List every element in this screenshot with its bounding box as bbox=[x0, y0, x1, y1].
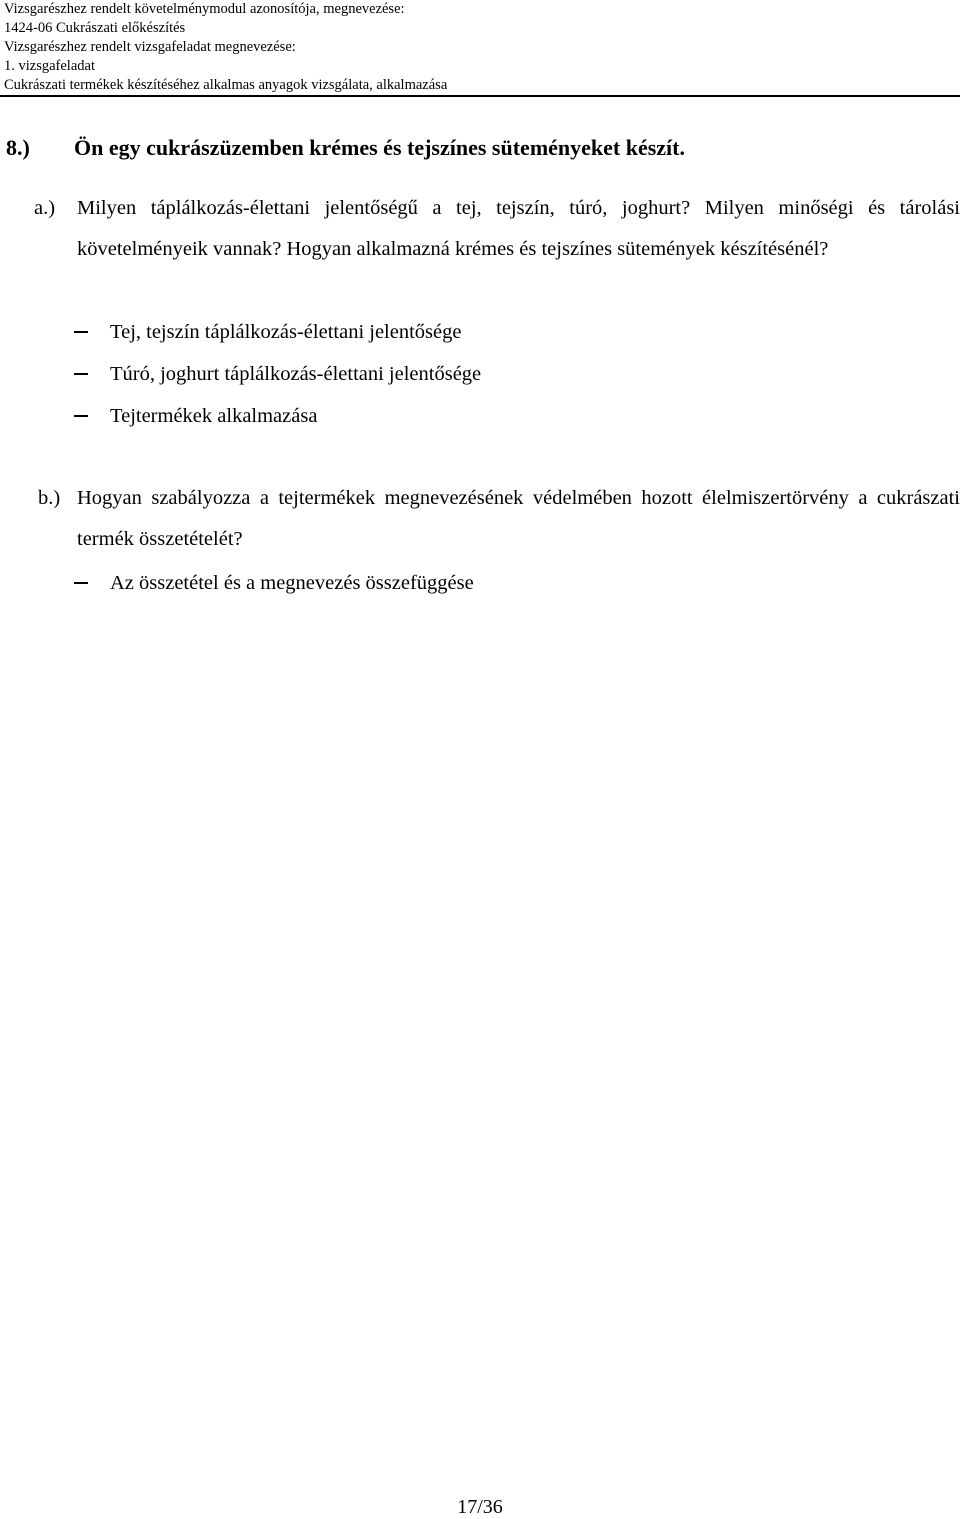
task-title-text: Ön egy cukrászüzemben krémes és tejszínes süteményeket készít. bbox=[74, 135, 685, 160]
question-b-text: Hogyan szabályozza a tejtermékek megnevezésének védelmében hozott élelmiszertörvény a cukrászati termék összetételét? bbox=[77, 487, 960, 550]
page-number-text: 17/36 bbox=[457, 1496, 503, 1518]
list-item-text: Tejtermékek alkalmazása bbox=[110, 405, 318, 427]
header-task-name: Cukrászati termékek készítéséhez alkalmas anyagok vizsgálata, alkalmazása bbox=[4, 77, 448, 93]
dash-icon bbox=[74, 373, 88, 375]
page-number bbox=[0, 1495, 960, 1519]
question-a bbox=[0, 188, 960, 313]
header-task-label: Vizsgarészhez rendelt vizsgafeladat megnevezése: bbox=[4, 39, 296, 55]
document-header bbox=[4, 0, 954, 95]
task-title bbox=[6, 134, 685, 162]
header-module-name: 1424-06 Cukrászati előkészítés bbox=[4, 20, 186, 36]
dash-icon bbox=[74, 331, 88, 333]
header-task-number: 1. vizsgafeladat bbox=[4, 58, 95, 74]
list-item bbox=[74, 562, 474, 604]
header-divider bbox=[0, 95, 960, 97]
question-b bbox=[0, 478, 960, 562]
question-b-bullets bbox=[74, 562, 474, 604]
question-a-bullets bbox=[74, 311, 481, 437]
question-a-text: Milyen táplálkozás-élettani jelentőségű a tej, tejszín, túró, joghurt? Milyen minőségi és tárolási követelményeik vannak? Hogyan alkalmazná krémes és tejszínes sütemények készítésénél? bbox=[77, 197, 960, 260]
list-item bbox=[74, 311, 481, 353]
dash-icon bbox=[74, 415, 88, 417]
list-item-text: Az összetétel és a megnevezés összefüggése bbox=[110, 572, 474, 594]
question-a-label: a.) bbox=[34, 197, 56, 219]
list-item-text: Túró, joghurt táplálkozás-élettani jelentősége bbox=[110, 363, 482, 385]
header-module-label: Vizsgarészhez rendelt követelménymodul azonosítója, megnevezése: bbox=[4, 1, 405, 17]
list-item bbox=[74, 353, 481, 395]
dash-icon bbox=[74, 582, 88, 584]
task-number: 8.) bbox=[6, 135, 30, 160]
list-item bbox=[74, 395, 481, 437]
list-item-text: Tej, tejszín táplálkozás-élettani jelentősége bbox=[110, 321, 462, 343]
question-b-label: b.) bbox=[38, 487, 61, 509]
